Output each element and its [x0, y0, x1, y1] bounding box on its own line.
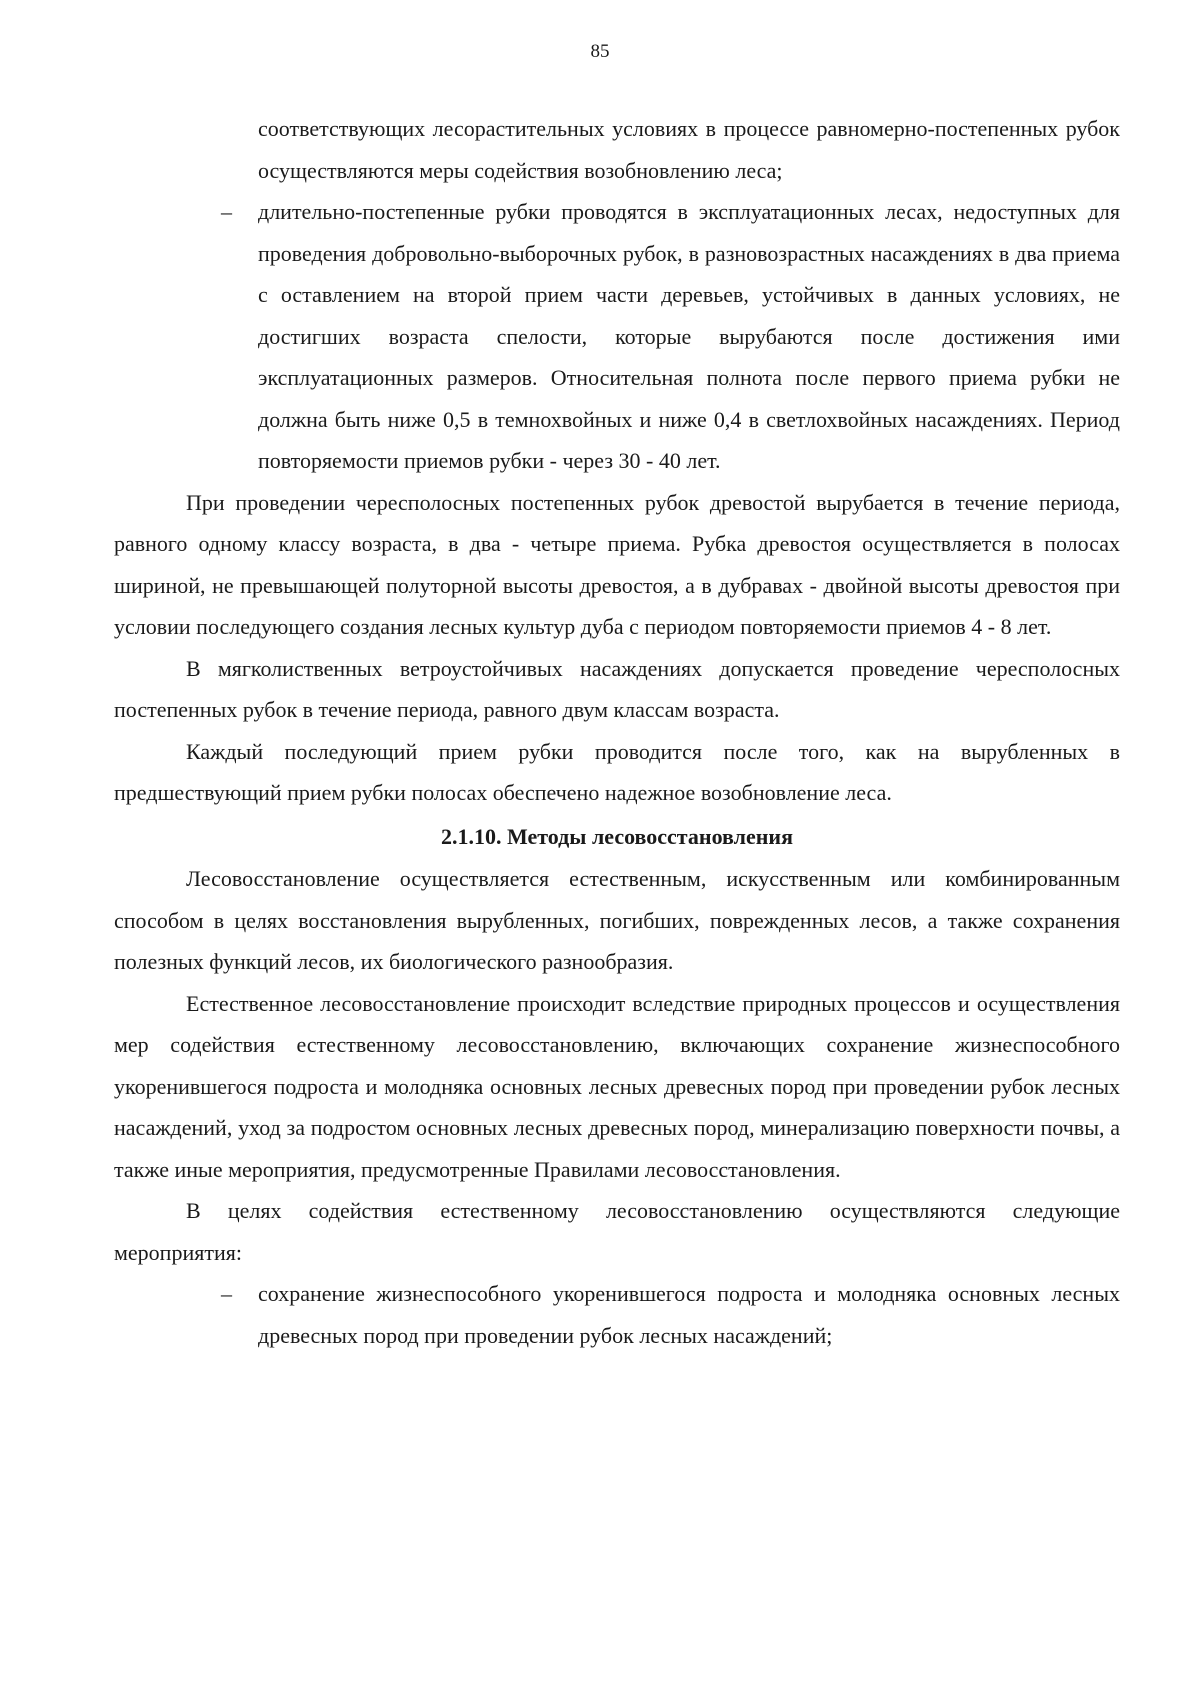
page-number: 85 — [590, 41, 610, 62]
paragraph: Лесовосстановление осуществляется естественным, искусственным или комбинированным способом в целях восстановления вырубленных, погибших, поврежденных лесов, а также сохранения полезных функций лесов, их биологического разнообразия. — [114, 866, 1120, 974]
list-item-continuation: соответствующих лесорастительных условиях в процессе равномерно-постепенных рубок осуществляются меры содействия возобновлению леса; — [258, 116, 1120, 183]
list-item — [114, 1273, 1120, 1356]
dash-bullet: – — [221, 1281, 232, 1306]
list-item — [114, 191, 1120, 482]
paragraph: В мягколиственных ветроустойчивых насаждениях допускается проведение чересполосных постепенных рубок в течение периода, равного двум классам возраста. — [114, 655, 1120, 722]
paragraph: В целях содействия естественному лесовосстановлению осуществляются следующие мероприятия: — [114, 1198, 1120, 1265]
paragraph: Естественное лесовосстановление происходит вследствие природных процессов и осуществления мер содействия естественному лесовосстановлению, включающих сохранение жизнеспособного укоренившегося подроста и молодняка основных лесных древесных пород при проведении рубок лесных насаждений, уход за подростом основных лесных древесных пород, минерализацию поверхности почвы, а также иные мероприятия, предусмотренные Правилами лесовосстановления. — [114, 990, 1120, 1182]
dash-bullet: – — [221, 199, 232, 224]
list-item-text: длительно-постепенные рубки проводятся в эксплуатационных лесах, недоступных для проведения добровольно-выборочных рубок, в разновозрастных насаждениях в два приема с оставлением на второй прием части деревьев, устойчивых в данных условиях, не достигших возраста спелости, которые вырубаются после достижения ими эксплуатационных размеров. Относительная полнота после первого приема рубки не должна быть ниже 0,5 в темнохвойных и ниже 0,4 в светлохвойных насаждениях. Период повторяемости приемов рубки - через 30 - 40 лет. — [258, 199, 1120, 473]
document-body — [114, 108, 1120, 1356]
paragraph: Каждый последующий прием рубки проводится после того, как на вырубленных в предшествующий прием рубки полосах обеспечено надежное возобновление леса. — [114, 738, 1120, 805]
section-heading: 2.1.10. Методы лесовосстановления — [441, 823, 793, 849]
paragraph: При проведении чересполосных постепенных рубок древостой вырубается в течение периода, равного одному классу возраста, в два - четыре приема. Рубка древостоя осуществляется в полосах шириной, не превышающей полуторной высоты древостоя, а в дубравах - двойной высоты древостоя при условии последующего создания лесных культур дуба с периодом повторяемости приемов 4 - 8 лет. — [114, 489, 1120, 639]
list-item-text: сохранение жизнеспособного укоренившегося подроста и молодняка основных лесных древесных пород при проведении рубок лесных насаждений; — [258, 1281, 1120, 1348]
